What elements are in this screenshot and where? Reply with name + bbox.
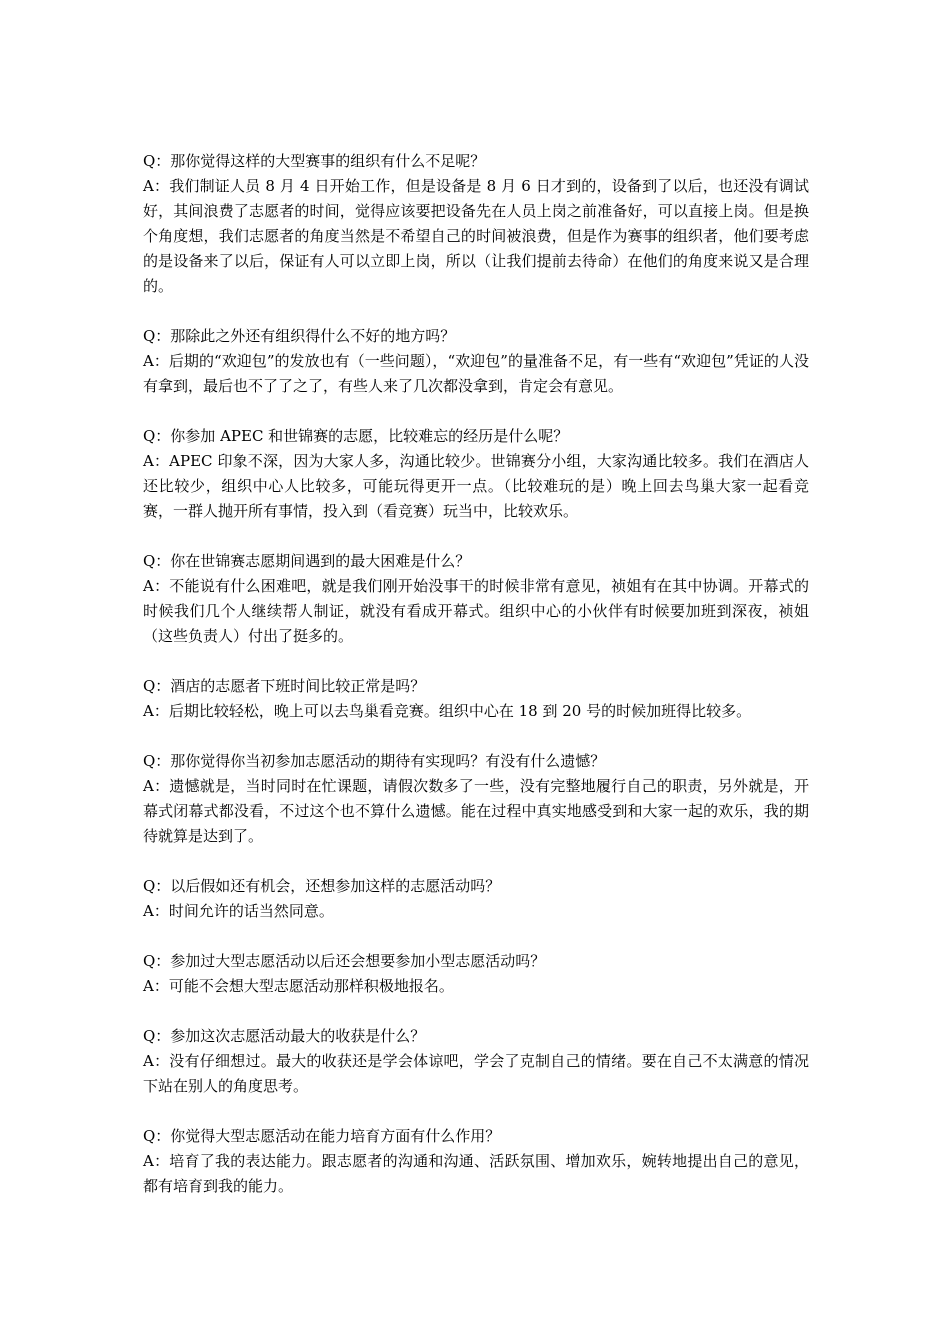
qa-item <box>143 674 809 724</box>
qa-item <box>143 149 809 299</box>
question-text: Q：那你觉得这样的大型赛事的组织有什么不足呢？ <box>143 152 486 170</box>
question-text: Q：那你觉得你当初参加志愿活动的期待有实现吗？有没有什么遗憾？ <box>143 752 606 770</box>
qa-item <box>143 424 809 524</box>
answer-text: A：后期比较轻松，晚上可以去鸟巢看竞赛。组织中心在 18 到 20 号的时候加班得比较多。 <box>143 702 752 720</box>
question-text: Q：那除此之外还有组织得什么不好的地方吗？ <box>143 327 456 345</box>
question-text: Q：你在世锦赛志愿期间遇到的最大困难是什么？ <box>143 552 471 570</box>
qa-item <box>143 324 809 399</box>
qa-item <box>143 749 809 849</box>
qa-item <box>143 949 809 999</box>
qa-item <box>143 1124 809 1199</box>
answer-text: A：可能不会想大型志愿活动那样积极地报名。 <box>143 977 454 995</box>
qa-item <box>143 549 809 649</box>
interview-transcript <box>143 149 809 1224</box>
question-text: Q：酒店的志愿者下班时间比较正常是吗？ <box>143 677 426 695</box>
answer-text: A：APEC 印象不深，因为大家人多，沟通比较少。世锦赛分小组，大家沟通比较多。我们在酒店人还比较少，组织中心人比较多，可能玩得更开一点。（比较难玩的是）晚上回去鸟巢大家一起看竞赛，一群人抛开所有事情，投入到（看竞赛）玩当中，比较欢乐。 <box>143 452 809 520</box>
answer-text: A：后期的“欢迎包”的发放也有（一些问题），“欢迎包”的量准备不足，有一些有“欢迎包”凭证的人没有拿到，最后也不了了之了，有些人来了几次都没拿到，肯定会有意见。 <box>143 352 809 395</box>
answer-text: A：不能说有什么困难吧，就是我们刚开始没事干的时候非常有意见，祯姐有在其中协调。开幕式的时候我们几个人继续帮人制证，就没有看成开幕式。组织中心的小伙伴有时候要加班到深夜，祯姐（这些负责人）付出了挺多的。 <box>143 577 809 645</box>
question-text: Q：你觉得大型志愿活动在能力培育方面有什么作用？ <box>143 1127 501 1145</box>
answer-text: A：没有仔细想过。最大的收获还是学会体谅吧，学会了克制自己的情绪。要在自己不太满意的情况下站在别人的角度思考。 <box>143 1052 809 1095</box>
question-text: Q：你参加 APEC 和世锦赛的志愿，比较难忘的经历是什么呢？ <box>143 427 569 445</box>
question-text: Q：以后假如还有机会，还想参加这样的志愿活动吗？ <box>143 877 501 895</box>
answer-text: A：遗憾就是，当时同时在忙课题，请假次数多了一些，没有完整地履行自己的职责，另外就是，开幕式闭幕式都没看，不过这个也不算什么遗憾。能在过程中真实地感受到和大家一起的欢乐，我的期待就算是达到了。 <box>143 777 809 845</box>
question-text: Q：参加这次志愿活动最大的收获是什么？ <box>143 1027 426 1045</box>
answer-text: A：时间允许的话当然同意。 <box>143 902 334 920</box>
qa-item <box>143 874 809 924</box>
question-text: Q：参加过大型志愿活动以后还会想要参加小型志愿活动吗？ <box>143 952 546 970</box>
qa-item <box>143 1024 809 1099</box>
answer-text: A：培育了我的表达能力。跟志愿者的沟通和沟通、活跃氛围、增加欢乐，婉转地提出自己的意见，都有培育到我的能力。 <box>143 1152 809 1195</box>
answer-text: A：我们制证人员 8 月 4 日开始工作，但是设备是 8 月 6 日才到的，设备到了以后，也还没有调试好，其间浪费了志愿者的时间，觉得应该要把设备先在人员上岗之前准备好，可以直接上岗。但是换个角度想，我们志愿者的角度当然是不希望自己的时间被浪费，但是作为赛事的组织者，他们要考虑的是设备来了以后，保证有人可以立即上岗，所以（让我们提前去待命）在他们的角度来说又是合理的。 <box>143 177 809 295</box>
